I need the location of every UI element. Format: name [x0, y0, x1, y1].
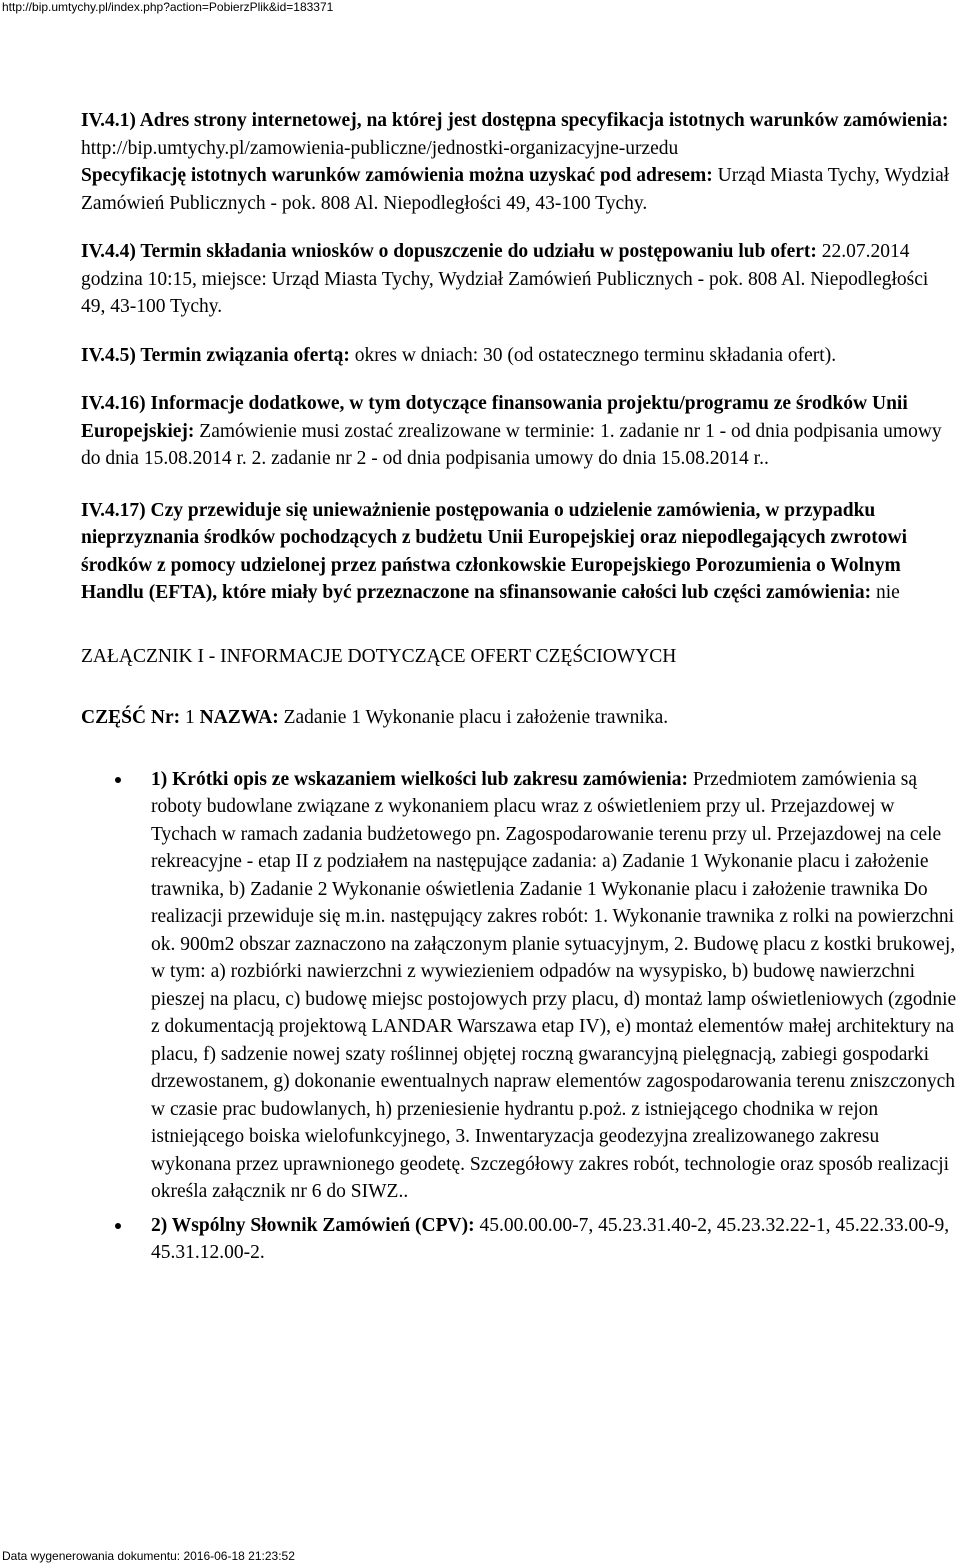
section-label: Specyfikację istotnych warunków zamówienia można uzyskać pod adresem: — [81, 165, 713, 186]
generation-date: Data wygenerowania dokumentu: 2016-06-18 21:23:52 — [2, 1549, 295, 1563]
item-label: 2) Wspólny Słownik Zamówień (CPV): — [151, 1214, 475, 1236]
section-label: IV.4.17) Czy przewiduje się unieważnienie postępowania o udzielenie zamówienia, w przypadku nieprzyznania środków pochodzących z budżetu Unii Europejskiej oraz niepodlegających zwrotowi środków z pomocy udzielonej przez państwa członkowskie Europejskiego Porozumienia o Wolnym Handlu (EFTA), które miały być przeznaczone na sfinansowanie całości lub części zamówienia: — [81, 499, 908, 603]
page-url: http://bip.umtychy.pl/index.php?action=PobierzPlik&id=183371 — [2, 0, 334, 14]
section-iv-4-5 — [81, 342, 957, 370]
document-body — [81, 107, 957, 1273]
section-value: Urząd Miasta Tychy, Wydział Zamówień Publicznych - pok. 808 Al. Niepodległości 49, 43-100 Tychy. — [81, 165, 950, 214]
part-name-label: NAZWA: — [199, 707, 279, 728]
section-iv-4-16 — [81, 390, 957, 473]
section-iv-4-4 — [81, 238, 957, 321]
annex-title: ZAŁĄCZNIK I - INFORMACJE DOTYCZĄCE OFERT CZĘŚCIOWYCH — [81, 645, 677, 667]
section-value: 22.07.2014 godzina 10:15, miejsce: Urząd Miasta Tychy, Wydział Zamówień Publicznych - pok. 808 Al. Niepodległości 49, 43-100 Tychy. — [81, 241, 929, 317]
section-label: IV.4.4) Termin składania wniosków o dopuszczenie do udziału w postępowaniu lub ofert: — [81, 241, 817, 262]
bullet-icon — [115, 777, 121, 783]
section-iv-4-1 — [81, 107, 957, 217]
part-number: 1 — [185, 707, 195, 728]
section-value: Zamówienie musi zostać zrealizowane w terminie: 1. zadanie nr 1 - od dnia podpisania umowy do dnia 15.08.2014 r. 2. zadanie nr 2 - od dnia podpisania umowy do dnia 15.08.2014 r.. — [81, 420, 942, 469]
bullet-icon — [115, 1223, 121, 1229]
item-value: Przedmiotem zamówienia są roboty budowlane związane z wykonaniem placu wraz z oświetleniem przy ul. Przejazdowej w Tychach w ramach zadania budżetowego pn. Zagospodarowanie terenu przy ul. Przejazdowej na cele rekreacyjne - etap II z podziałem na następujące zadania: a) Zadanie 1 Wykonanie placu i założenie trawnika, b) Zadanie 2 Wykonanie oświetlenia Zadanie 1 Wykonanie placu i założenie trawnika Do realizacji przewiduje się m.in. następujący zakres robót: 1. Wykonanie trawnika z rolki na powierzchni ok. 900m2 obszar zaznaczono na załączonym planie sytuacyjnym, 2. Budowę placu z kostki brukowej, w tym: a) rozbiórki nawierzchni z wywiezieniem odpadów na wysypisko, b) budowę nawierzchni pieszej na placu, c) budowę miejsc postojowych przy placu, d) montaż lamp oświetleniowych (zgodnie z dokumentacją projektową LANDAR Warszawa etap IV), e) montaż elementów małej architektury na placu, f) sadzenie nowej szaty roślinnej objętej roczną gwarancyjną pielęgnacją, zabiegi gospodarki drzewostanem, g) dokonanie ewentualnych napraw elementów zagospodarowania terenu zniszczonych w czasie prac budowlanych, h) przeniesienie hydrantu p.poż. z istniejącego chodnika w rejon istniejącego boiska wielofunkcyjnego, 3. Inwentaryzacja geodezyjna zrealizowanego zakresu wykonana przez uprawnionego geodetę. Szczegółowy zakres robót, technologie oraz sposób realizacji określa załącznik nr 6 do SIWZ.. — [151, 768, 957, 1202]
part-number-label: CZĘŚĆ Nr: — [81, 707, 181, 728]
part-details-list — [81, 766, 957, 1267]
section-iv-4-17 — [81, 497, 957, 607]
section-label: IV.4.16) Informacje dodatkowe, w tym dotyczące finansowania projektu/programu ze środków Unii Europejskiej: — [81, 393, 908, 442]
spec-url: http://bip.umtychy.pl/zamowienia-publiczne/jednostki-organizacyjne-urzedu — [81, 137, 679, 159]
part-heading — [81, 704, 957, 732]
section-value: nie — [875, 582, 900, 603]
item-value: 45.00.00.00-7, 45.23.31.40-2, 45.23.32.22-1, 45.22.33.00-9, 45.31.12.00-2. — [151, 1214, 950, 1263]
section-label: IV.4.1) Adres strony internetowej, na której jest dostępna specyfikacja istotnych warunków zamówienia: — [81, 110, 949, 131]
list-item — [81, 766, 957, 1206]
part-name: Zadanie 1 Wykonanie placu i założenie trawnika. — [283, 707, 669, 728]
section-label: IV.4.5) Termin związania ofertą: — [81, 344, 350, 366]
item-label: 1) Krótki opis ze wskazaniem wielkości lub zakresu zamówienia: — [151, 768, 688, 790]
list-item — [81, 1212, 957, 1267]
section-value: okres w dniach: 30 (od ostatecznego terminu składania ofert). — [354, 344, 837, 366]
